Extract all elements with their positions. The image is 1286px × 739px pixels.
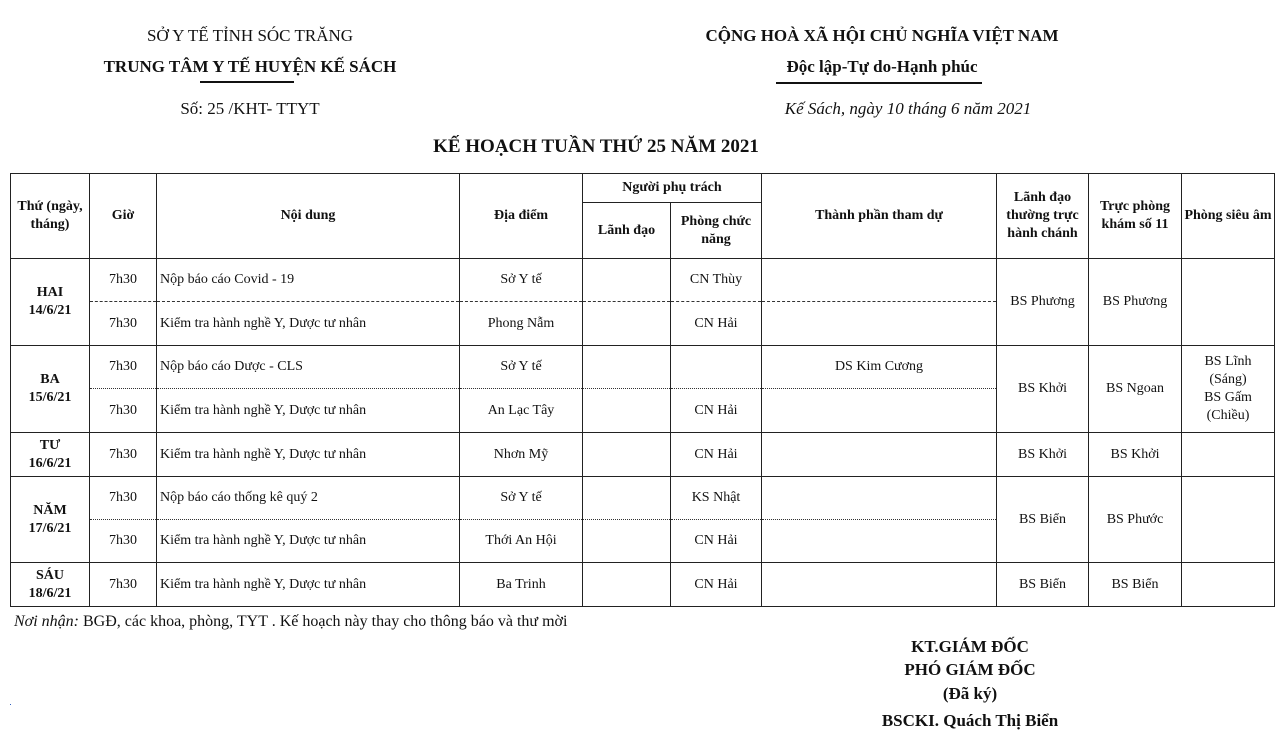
table-row — [11, 477, 1275, 520]
signature-position: PHÓ GIÁM ĐỐC — [904, 660, 1036, 679]
col-header-admin-leader: Lãnh đạo thường trực hành chánh — [997, 174, 1089, 259]
col-header-time: Giờ — [90, 174, 157, 259]
dept-cell: CN Hải — [671, 563, 762, 607]
stray-dot — [10, 704, 11, 705]
day-name: TƯ — [39, 437, 61, 453]
day-cell — [11, 259, 90, 346]
participants-cell — [762, 433, 997, 477]
clinic11-cell: BS Ngoan — [1089, 346, 1182, 433]
content-cell: Kiểm tra hành nghề Y, Dược tư nhân — [157, 563, 460, 607]
time-cell: 7h30 — [90, 477, 157, 520]
day-cell — [11, 477, 90, 563]
time-cell: 7h30 — [90, 389, 157, 433]
admin-leader-cell: BS Khởi — [997, 433, 1089, 477]
col-header-leader: Lãnh đạo — [583, 203, 671, 259]
leader-cell — [583, 520, 671, 563]
ultrasound-cell — [1182, 259, 1275, 346]
dept-cell: CN Hải — [671, 302, 762, 346]
content-cell: Kiểm tra hành nghề Y, Dược tư nhân — [157, 389, 460, 433]
time-cell: 7h30 — [90, 259, 157, 302]
day-cell — [11, 346, 90, 433]
table-row — [11, 433, 1275, 477]
participants-cell — [762, 302, 997, 346]
participants-cell — [762, 259, 997, 302]
clinic11-cell: BS Phước — [1089, 477, 1182, 563]
leader-cell — [583, 477, 671, 520]
location-cell: An Lạc Tây — [460, 389, 583, 433]
location-cell: Phong Nẫm — [460, 302, 583, 346]
ultrasound-cell — [1182, 346, 1275, 433]
col-header-day: Thứ (ngày, tháng) — [11, 174, 90, 259]
ultrasound-cell — [1182, 477, 1275, 563]
leader-cell — [583, 563, 671, 607]
location-cell: Sở Y tế — [460, 346, 583, 389]
location-cell: Sở Y tế — [460, 259, 583, 302]
location-cell: Ba Trinh — [460, 563, 583, 607]
dept-cell: CN Hải — [671, 389, 762, 433]
col-header-location: Địa điểm — [460, 174, 583, 259]
organization-name: TRUNG TÂM Y TẾ HUYỆN KẾ SÁCH — [103, 57, 397, 76]
department-name: SỞ Y TẾ TỈNH SÓC TRĂNG — [146, 26, 354, 45]
col-header-clinic11: Trực phòng khám số 11 — [1089, 174, 1182, 259]
leader-cell — [583, 259, 671, 302]
location-cell: Sở Y tế — [460, 477, 583, 520]
day-date: 14/6/21 — [28, 303, 72, 318]
time-cell: 7h30 — [90, 563, 157, 607]
ultrasound-line: (Sáng) — [1209, 372, 1247, 387]
recipients-label: Nơi nhận: — [14, 613, 79, 630]
motto-underline — [776, 82, 982, 84]
time-cell: 7h30 — [90, 346, 157, 389]
dept-cell: KS Nhật — [671, 477, 762, 520]
time-cell: 7h30 — [90, 433, 157, 477]
participants-cell — [762, 389, 997, 433]
col-header-content: Nội dung — [157, 174, 460, 259]
col-header-dept: Phòng chức năng — [671, 203, 762, 259]
document-number: Số: 25 /KHT- TTYT — [180, 99, 320, 118]
col-header-in-charge: Người phụ trách — [583, 174, 762, 203]
recipients-text: BGĐ, các khoa, phòng, TYT . Kế hoạch này thay cho thông báo và thư mời — [82, 613, 568, 630]
nation-motto: Độc lập-Tự do-Hạnh phúc — [786, 57, 978, 76]
page-title: KẾ HOẠCH TUẦN THỨ 25 NĂM 2021 — [433, 136, 759, 157]
schedule-table — [10, 173, 1275, 607]
table-row — [11, 259, 1275, 302]
dept-cell: CN Thùy — [671, 259, 762, 302]
clinic11-cell: BS Biển — [1089, 563, 1182, 607]
location-cell: Nhơn Mỹ — [460, 433, 583, 477]
table-row — [11, 563, 1275, 607]
recipients-note — [14, 613, 567, 631]
day-name: BA — [40, 372, 60, 387]
day-cell — [11, 433, 90, 477]
participants-cell — [762, 477, 997, 520]
col-header-participants: Thành phần tham dự — [762, 174, 997, 259]
admin-leader-cell: BS Phương — [997, 259, 1089, 346]
location-cell: Thới An Hội — [460, 520, 583, 563]
participants-cell — [762, 563, 997, 607]
participants-cell — [762, 520, 997, 563]
ultrasound-line: BS Gấm — [1204, 390, 1252, 405]
content-cell: Nộp báo cáo Dược - CLS — [157, 346, 460, 389]
content-cell: Kiểm tra hành nghề Y, Dược tư nhân — [157, 433, 460, 477]
signature-name: BSCKI. Quách Thị Biển — [881, 711, 1059, 730]
day-name: NĂM — [33, 502, 67, 518]
admin-leader-cell: BS Khởi — [997, 346, 1089, 433]
content-cell: Nộp báo cáo thống kê quý 2 — [157, 477, 460, 520]
ultrasound-line: BS Lĩnh — [1204, 354, 1252, 369]
admin-leader-cell: BS Biển — [997, 563, 1089, 607]
organization-underline — [200, 81, 294, 83]
dept-cell — [671, 346, 762, 389]
content-cell: Kiểm tra hành nghề Y, Dược tư nhân — [157, 302, 460, 346]
dept-cell: CN Hải — [671, 433, 762, 477]
day-date: 18/6/21 — [28, 585, 72, 601]
content-cell: Kiểm tra hành nghề Y, Dược tư nhân — [157, 520, 460, 563]
time-cell: 7h30 — [90, 520, 157, 563]
nation-title: CỘNG HOÀ XÃ HỘI CHỦ NGHĨA VIỆT NAM — [705, 26, 1059, 45]
table-row — [11, 346, 1275, 389]
table-header-row — [11, 174, 1275, 203]
ultrasound-cell — [1182, 563, 1275, 607]
day-date: 15/6/21 — [28, 390, 72, 405]
day-name: HAI — [36, 285, 64, 300]
clinic11-cell: BS Phương — [1089, 259, 1182, 346]
clinic11-cell: BS Khởi — [1089, 433, 1182, 477]
leader-cell — [583, 389, 671, 433]
ultrasound-cell — [1182, 433, 1275, 477]
participants-cell: DS Kim Cương — [762, 346, 997, 389]
day-date: 17/6/21 — [28, 520, 72, 536]
content-cell: Nộp báo cáo Covid - 19 — [157, 259, 460, 302]
day-cell — [11, 563, 90, 607]
time-cell: 7h30 — [90, 302, 157, 346]
admin-leader-cell: BS Biển — [997, 477, 1089, 563]
leader-cell — [583, 346, 671, 389]
ultrasound-line: (Chiều) — [1206, 408, 1250, 423]
day-date: 16/6/21 — [28, 455, 72, 471]
place-date: Kế Sách, ngày 10 tháng 6 năm 2021 — [784, 99, 1032, 118]
dept-cell: CN Hải — [671, 520, 762, 563]
day-name: SÁU — [35, 567, 64, 583]
leader-cell — [583, 302, 671, 346]
col-header-ultrasound: Phòng siêu âm — [1182, 174, 1275, 259]
signature-title: KT.GIÁM ĐỐC — [911, 637, 1029, 656]
signature-status: (Đã ký) — [942, 684, 998, 703]
leader-cell — [583, 433, 671, 477]
